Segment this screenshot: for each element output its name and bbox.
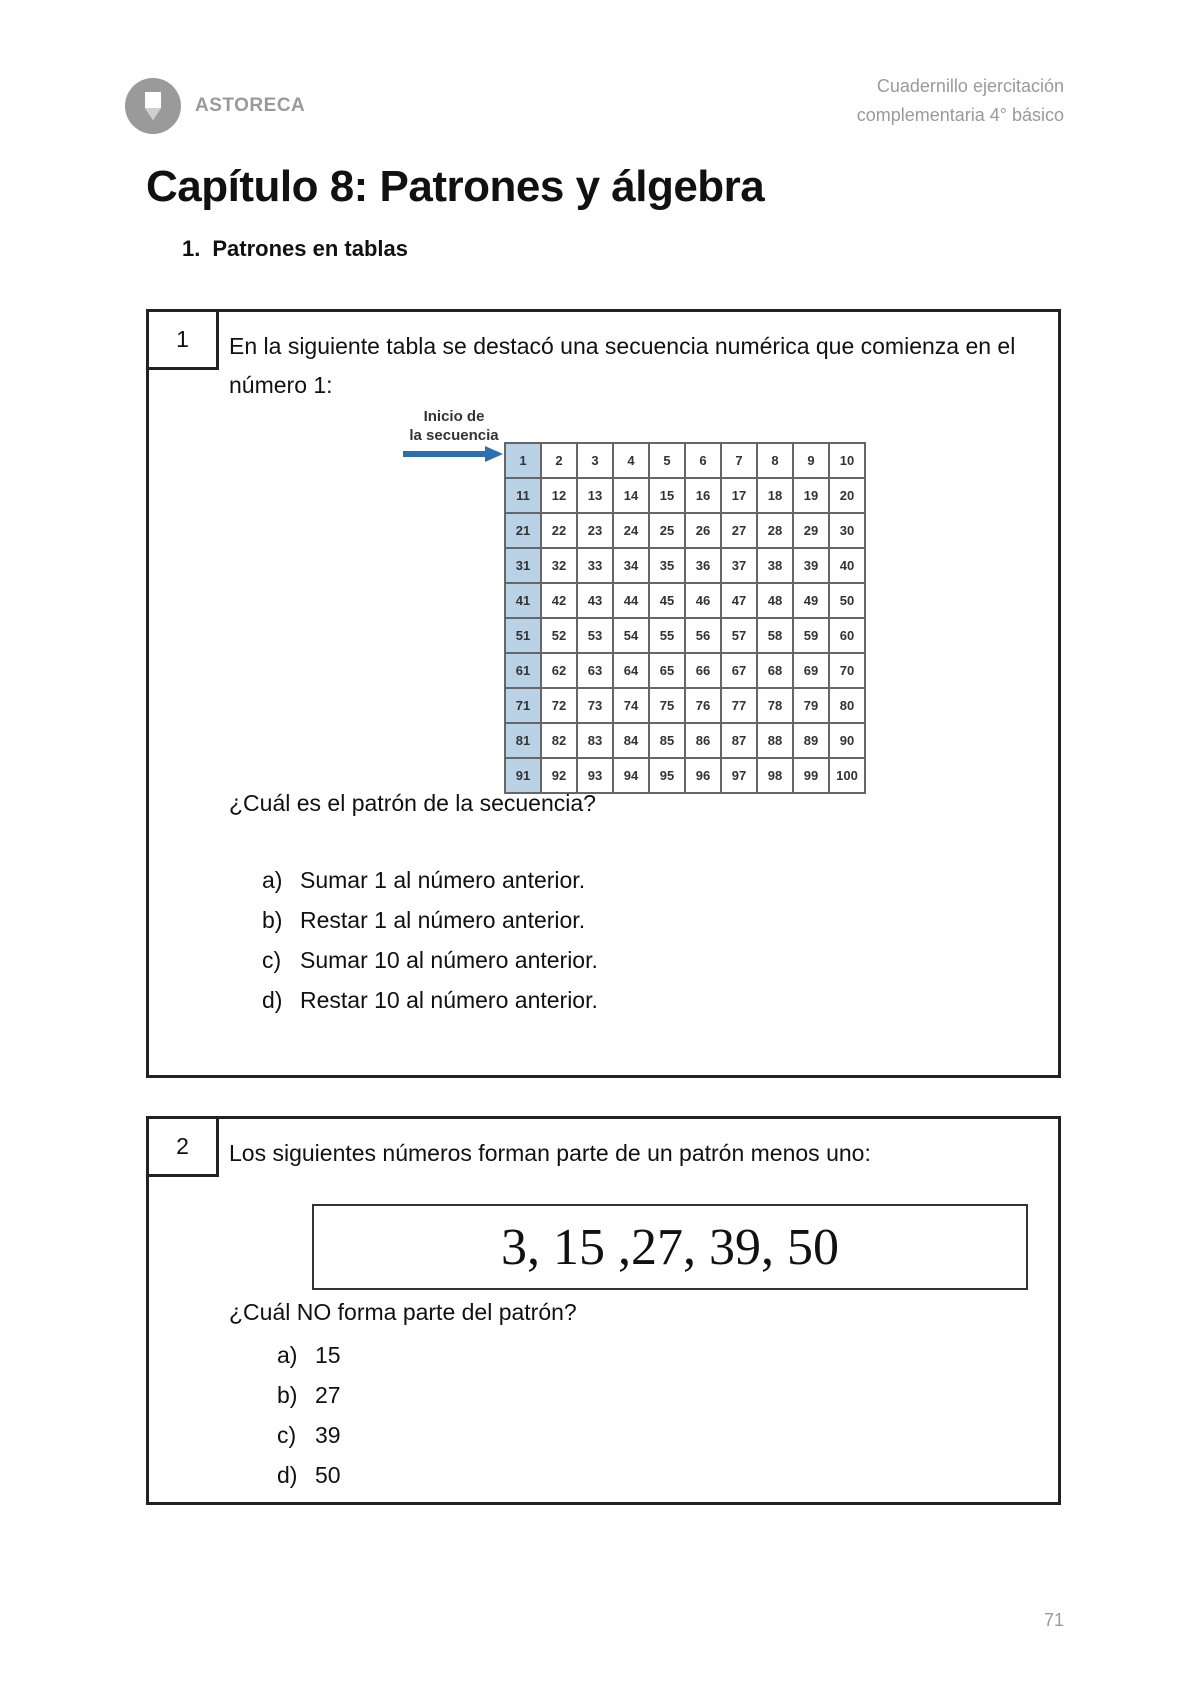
grid-cell: 82 — [541, 723, 577, 758]
grid-cell: 24 — [613, 513, 649, 548]
exercise-2-options — [277, 1335, 341, 1495]
grid-cell: 62 — [541, 653, 577, 688]
grid-cell: 18 — [757, 478, 793, 513]
exercise-1-prompt: En la siguiente tabla se destacó una secuencia numérica que comienza en el número 1: — [229, 333, 1016, 398]
grid-cell: 74 — [613, 688, 649, 723]
grid-cell: 23 — [577, 513, 613, 548]
grid-cell: 80 — [829, 688, 865, 723]
grid-cell: 42 — [541, 583, 577, 618]
grid-row — [505, 548, 865, 583]
grid-cell: 68 — [757, 653, 793, 688]
grid-row — [505, 443, 865, 478]
exercise-2-number: 2 — [149, 1119, 219, 1177]
grid-cell: 56 — [685, 618, 721, 653]
grid-cell: 48 — [757, 583, 793, 618]
grid-cell: 2 — [541, 443, 577, 478]
grid-cell: 50 — [829, 583, 865, 618]
grid-cell: 52 — [541, 618, 577, 653]
grid-cell: 31 — [505, 548, 541, 583]
grid-row — [505, 513, 865, 548]
exercise-2-prompt: Los siguientes números forman parte de un patrón menos uno: — [229, 1140, 871, 1166]
grid-cell: 93 — [577, 758, 613, 793]
grid-cell: 65 — [649, 653, 685, 688]
grid-cell: 35 — [649, 548, 685, 583]
grid-cell: 4 — [613, 443, 649, 478]
grid-cell: 53 — [577, 618, 613, 653]
grid-cell: 12 — [541, 478, 577, 513]
exercise-2-box — [146, 1116, 1061, 1505]
arrow-right-icon — [403, 446, 503, 462]
grid-cell: 5 — [649, 443, 685, 478]
grid-cell: 20 — [829, 478, 865, 513]
grid-cell: 77 — [721, 688, 757, 723]
grid-cell: 3 — [577, 443, 613, 478]
grid-cell: 83 — [577, 723, 613, 758]
grid-cell: 99 — [793, 758, 829, 793]
exercise-2-option-d: d) 50 — [277, 1462, 341, 1488]
grid-cell: 87 — [721, 723, 757, 758]
grid-cell: 46 — [685, 583, 721, 618]
grid-cell: 9 — [793, 443, 829, 478]
grid-cell: 97 — [721, 758, 757, 793]
header-subtitle-line1: Cuadernillo ejercitación — [876, 76, 1064, 96]
grid-cell: 75 — [649, 688, 685, 723]
grid-cell: 59 — [793, 618, 829, 653]
grid-cell: 49 — [793, 583, 829, 618]
sequence-start-label-line1: Inicio de — [423, 408, 485, 425]
grid-cell: 22 — [541, 513, 577, 548]
page-number: 71 — [1043, 1610, 1064, 1630]
section-number: 1. — [182, 236, 201, 261]
grid-cell: 72 — [541, 688, 577, 723]
exercise-2-option-a: a) 15 — [277, 1342, 341, 1368]
exercise-2-question: ¿Cuál NO forma parte del patrón? — [229, 1299, 577, 1325]
exercise-1-question: ¿Cuál es el patrón de la secuencia? — [229, 790, 596, 816]
grid-cell: 13 — [577, 478, 613, 513]
exercise-1-box — [146, 309, 1061, 1078]
grid-cell: 41 — [505, 583, 541, 618]
grid-cell: 88 — [757, 723, 793, 758]
grid-cell: 71 — [505, 688, 541, 723]
exercise-2-option-c: c) 39 — [277, 1422, 341, 1448]
exercise-1-option-c: c) Sumar 10 al número anterior. — [262, 947, 598, 973]
header-subtitle — [857, 72, 1064, 130]
sequence-start-label-line2: la secuencia — [409, 427, 499, 444]
grid-cell: 39 — [793, 548, 829, 583]
grid-cell: 57 — [721, 618, 757, 653]
grid-cell: 38 — [757, 548, 793, 583]
grid-cell: 54 — [613, 618, 649, 653]
section-title — [182, 236, 408, 262]
grid-cell: 7 — [721, 443, 757, 478]
grid-cell: 64 — [613, 653, 649, 688]
grid-cell: 94 — [613, 758, 649, 793]
exercise-1-number: 1 — [149, 312, 219, 370]
grid-cell: 100 — [829, 758, 865, 793]
grid-cell: 37 — [721, 548, 757, 583]
grid-cell: 84 — [613, 723, 649, 758]
grid-cell: 58 — [757, 618, 793, 653]
grid-cell: 28 — [757, 513, 793, 548]
grid-cell: 26 — [685, 513, 721, 548]
grid-cell: 36 — [685, 548, 721, 583]
exercise-1-options — [262, 860, 598, 1020]
exercise-1-option-d: d) Restar 10 al número anterior. — [262, 987, 598, 1013]
grid-cell: 43 — [577, 583, 613, 618]
grid-cell: 30 — [829, 513, 865, 548]
grid-cell: 40 — [829, 548, 865, 583]
grid-cell: 34 — [613, 548, 649, 583]
grid-cell: 78 — [757, 688, 793, 723]
grid-cell: 47 — [721, 583, 757, 618]
grid-row — [505, 583, 865, 618]
grid-cell: 95 — [649, 758, 685, 793]
grid-cell: 33 — [577, 548, 613, 583]
grid-cell: 11 — [505, 478, 541, 513]
logo-text: ASTORECA — [195, 95, 306, 116]
grid-cell: 81 — [505, 723, 541, 758]
chapter-title: Capítulo 8: Patrones y álgebra — [146, 162, 765, 211]
grid-cell: 51 — [505, 618, 541, 653]
grid-cell: 66 — [685, 653, 721, 688]
grid-cell: 15 — [649, 478, 685, 513]
grid-cell: 45 — [649, 583, 685, 618]
grid-cell: 44 — [613, 583, 649, 618]
grid-cell: 21 — [505, 513, 541, 548]
grid-cell: 70 — [829, 653, 865, 688]
astoreca-logo — [125, 78, 305, 134]
grid-cell: 16 — [685, 478, 721, 513]
grid-cell: 19 — [793, 478, 829, 513]
grid-cell: 98 — [757, 758, 793, 793]
grid-cell: 79 — [793, 688, 829, 723]
grid-cell: 85 — [649, 723, 685, 758]
exercise-2-option-b: b) 27 — [277, 1382, 341, 1408]
grid-cell: 25 — [649, 513, 685, 548]
grid-cell: 1 — [505, 443, 541, 478]
exercise-1-option-b: b) Restar 1 al número anterior. — [262, 907, 586, 933]
grid-cell: 89 — [793, 723, 829, 758]
grid-row — [505, 653, 865, 688]
grid-cell: 63 — [577, 653, 613, 688]
grid-cell: 55 — [649, 618, 685, 653]
grid-row — [505, 688, 865, 723]
grid-cell: 61 — [505, 653, 541, 688]
grid-cell: 27 — [721, 513, 757, 548]
grid-cell: 10 — [829, 443, 865, 478]
grid-cell: 69 — [793, 653, 829, 688]
grid-cell: 8 — [757, 443, 793, 478]
grid-cell: 32 — [541, 548, 577, 583]
grid-row — [505, 758, 865, 793]
grid-cell: 91 — [505, 758, 541, 793]
grid-cell: 17 — [721, 478, 757, 513]
number-sequence: 3, 15 ,27, 39, 50 — [312, 1204, 1028, 1290]
section-title-text: Patrones en tablas — [212, 236, 408, 261]
grid-cell: 60 — [829, 618, 865, 653]
grid-cell: 92 — [541, 758, 577, 793]
grid-cell: 67 — [721, 653, 757, 688]
sequence-start-label — [399, 407, 509, 445]
grid-cell: 76 — [685, 688, 721, 723]
grid-cell: 6 — [685, 443, 721, 478]
grid-row — [505, 478, 865, 513]
grid-row — [505, 723, 865, 758]
logo-emblem-icon — [125, 78, 181, 134]
exercise-1-option-a: a) Sumar 1 al número anterior. — [262, 867, 586, 893]
hundred-number-grid — [504, 442, 866, 794]
header-subtitle-line2: complementaria 4° básico — [856, 105, 1064, 125]
grid-cell: 73 — [577, 688, 613, 723]
grid-row — [505, 618, 865, 653]
grid-cell: 29 — [793, 513, 829, 548]
grid-cell: 14 — [613, 478, 649, 513]
grid-cell: 96 — [685, 758, 721, 793]
grid-cell: 86 — [685, 723, 721, 758]
grid-cell: 90 — [829, 723, 865, 758]
